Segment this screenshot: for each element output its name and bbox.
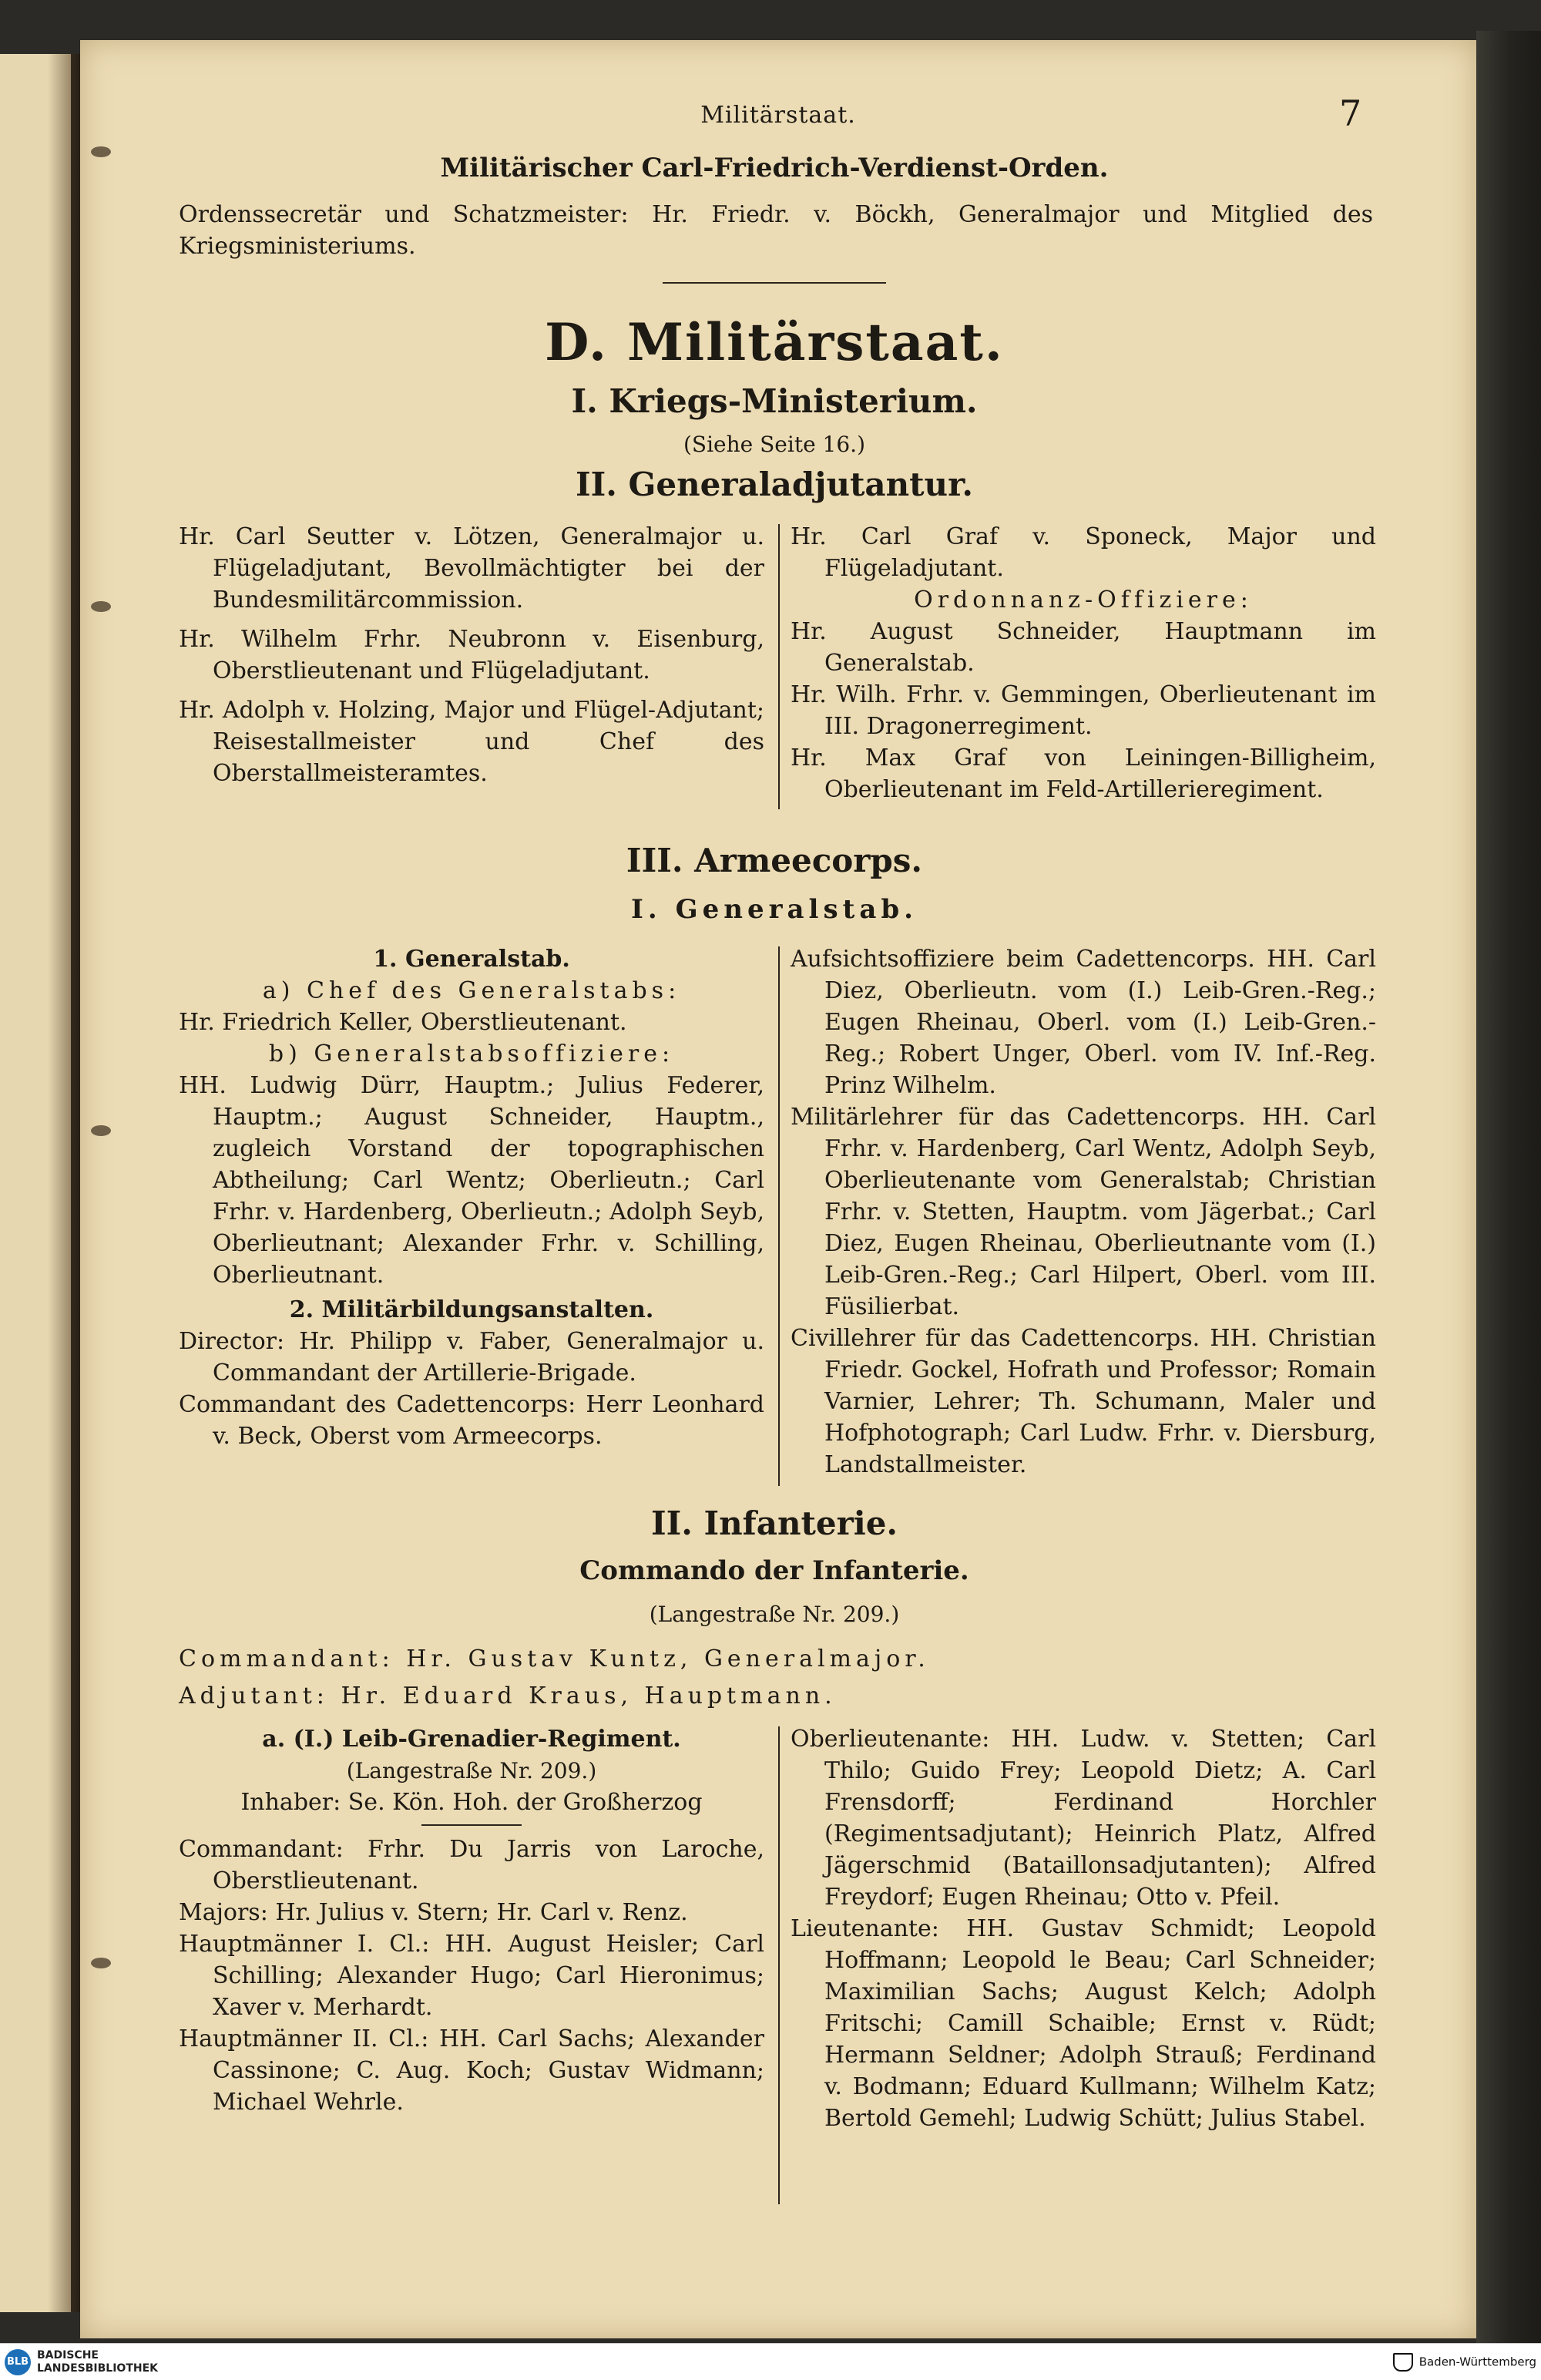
entry: Hr. Friedrich Keller, Oberstlieutenant. <box>179 1009 627 1036</box>
page-number: 7 <box>1339 92 1362 134</box>
binding-hole <box>91 146 111 157</box>
subsection-heading: 2. Militärbildungsanstalten. <box>289 1296 654 1323</box>
library-name-line: LANDESBIBLIOTHEK <box>37 2362 159 2375</box>
column-rule <box>778 946 780 1486</box>
generalstab-subtitle: I. Generalstab. <box>631 894 918 925</box>
adjutantur-left-column <box>179 521 764 789</box>
entry: Hr. Wilh. Frhr. v. Gemmingen, Oberlieutenant im III. Dragonerregiment. <box>791 681 1376 740</box>
regiment-left-column <box>179 1723 764 2118</box>
coat-of-arms-icon <box>1393 2353 1413 2372</box>
infanterie-title: II. Infanterie. <box>650 1504 898 1542</box>
entry: Hr. Carl Seutter v. Lötzen, Generalmajor u. Flügeladjutant, Bevollmächtigter bei der Bundesmilitärcommission. <box>179 523 764 613</box>
binding-hole <box>91 1958 111 1968</box>
divider <box>663 282 886 284</box>
ordonnanz-heading: Ordonnanz-Offiziere: <box>914 587 1253 613</box>
armeecorps-left-column <box>179 943 764 1452</box>
entry: Commandant des Cadettencorps: Herr Leonhard v. Beck, Oberst vom Armeecorps. <box>179 1391 764 1450</box>
library-name <box>37 2349 158 2375</box>
entry: Aufsichtsoffiziere beim Cadettencorps. HH. Carl Diez, Oberlieutn. vom (I.) Leib-Gren.-Reg.; Eugen Rheinau, Oberl. vom (I.) Leib-Gren.-Reg.; Robert Unger, Oberl. vom IV. Inf.-Reg. Prinz Wilhelm. <box>791 946 1376 1099</box>
library-logo: BLB <box>5 2349 31 2375</box>
infanterie-command: Commando der Infanterie. <box>579 1555 969 1586</box>
entry: Commandant: Frhr. Du Jarris von Laroche, Oberstlieutenant. <box>179 1836 764 1894</box>
adjutantur-title: II. Generaladjutantur. <box>576 466 973 503</box>
ministry-note: (Siehe Seite 16.) <box>683 432 866 457</box>
binding-hole <box>91 601 111 612</box>
infanterie-commandant: Commandant: Hr. Gustav Kuntz, Generalmajor. <box>179 1645 930 1672</box>
state-logo <box>1393 2353 1536 2372</box>
running-head: Militärstaat. <box>700 102 856 129</box>
entry: Hr. Adolph v. Holzing, Major und Flügel-Adjutant; Reisestallmeister und Chef des Oberstallmeisteramtes. <box>179 697 764 787</box>
viewer-footer <box>0 2343 1541 2380</box>
adjutantur-right-column <box>791 521 1376 805</box>
divider <box>421 1824 522 1826</box>
infanterie-adjutant: Adjutant: Hr. Eduard Kraus, Hauptmann. <box>179 1682 837 1709</box>
entry: Hr. Carl Graf v. Sponeck, Major und Flügeladjutant. <box>791 523 1376 582</box>
regiment-title: a. (I.) Leib-Grenadier-Regiment. <box>262 1726 681 1753</box>
armeecorps-right-column <box>791 943 1376 1481</box>
entry: Hr. Wilhelm Frhr. Neubronn v. Eisenburg, Oberstlieutenant und Flügeladjutant. <box>179 626 764 684</box>
order-title: Militärischer Carl-Friedrich-Verdienst-Orden. <box>440 153 1109 183</box>
entry: Hauptmänner II. Cl.: HH. Carl Sachs; Alexander Cassinone; C. Aug. Koch; Gustav Widmann; Michael Wehrle. <box>179 2025 764 2116</box>
library-name-line: BADISCHE <box>37 2349 99 2362</box>
section-title: D. Militärstaat. <box>545 312 1004 372</box>
regiment-inhaber: Inhaber: Se. Kön. Hoh. der Großherzog <box>240 1789 703 1816</box>
entry: Oberlieutenante: HH. Ludw. v. Stetten; Carl Thilo; Guido Frey; Leopold Dietz; A. Carl Frensdorff; Ferdinand Horchler (Regimentsadjutant); Heinrich Platz, Alfred Jägerschmid (Bataillonsadjutanten); Alfred Freydorf; Eugen Rheinau; Otto v. Pfeil. <box>791 1726 1376 1911</box>
entry: Hr. August Schneider, Hauptmann im Generalstab. <box>791 618 1376 677</box>
subsection-heading: a) Chef des Generalstabs: <box>262 977 681 1004</box>
infanterie-address: (Langestraße Nr. 209.) <box>649 1602 900 1627</box>
order-text: Ordenssecretär und Schatzmeister: Hr. Friedr. v. Böckh, Generalmajor und Mitglied des Kriegsministeriums. <box>179 201 1373 260</box>
book-cover-edge <box>1476 31 1541 2343</box>
entry: Civillehrer für das Cadettencorps. HH. Christian Friedr. Gockel, Hofrath und Professor; Romain Varnier, Lehrer; Th. Schumann, Maler und Hofphotograph; Carl Ludw. Frhr. v. Diersburg, Landstallmeister. <box>791 1325 1376 1478</box>
entry: Director: Hr. Philipp v. Faber, Generalmajor u. Commandant der Artillerie-Brigade. <box>179 1328 764 1387</box>
entry: Lieutenante: HH. Gustav Schmidt; Leopold Hoffmann; Leopold le Beau; Carl Schneider; Maximilian Sachs; August Kelch; Adolph Fritschi; Camill Schaible; Ernst v. Rüdt; Hermann Seldner; Adolph Strauß; Ferdinand v. Bodmann; Eduard Kullmann; Wilhelm Katz; Bertold Gemehl; Ludwig Schütt; Julius Stabel. <box>791 1915 1376 2132</box>
regiment-right-column <box>791 1723 1376 2134</box>
entry: Militärlehrer für das Cadettencorps. HH. Carl Frhr. v. Hardenberg, Carl Wentz, Adolph Seyb, Oberlieutenante vom Generalstab; Christian Frhr. v. Stetten, Hauptm. vom Jägerbat.; Carl Diez, Eugen Rheinau, Oberlieutnante vom (I.) Leib-Gren.-Reg.; Carl Hilpert, Oberl. vom III. Füsilierbat. <box>791 1104 1376 1320</box>
armeecorps-title: III. Armeecorps. <box>626 842 923 879</box>
entry: Hr. Max Graf von Leiningen-Billigheim, Oberlieutenant im Feld-Artillerieregiment. <box>791 745 1376 803</box>
subsection-heading: 1. Generalstab. <box>373 946 570 973</box>
binding-hole <box>91 1125 111 1136</box>
ministry-title: I. Kriegs-Ministerium. <box>571 382 978 420</box>
entry: Hauptmänner I. Cl.: HH. August Heisler; Carl Schilling; Alexander Hugo; Carl Hieronimus; Xaver v. Merhardt. <box>179 1931 764 2021</box>
entry: Majors: Hr. Julius v. Stern; Hr. Carl v. Renz. <box>179 1899 688 1926</box>
state-logo-text: Baden-Württemberg <box>1418 2355 1536 2369</box>
column-rule <box>778 524 780 809</box>
subsection-heading: b) Generalstabsoffiziere: <box>268 1040 675 1067</box>
column-rule <box>778 1726 780 2204</box>
entry: HH. Ludwig Dürr, Hauptm.; Julius Federer, Hauptm.; August Schneider, Hauptm., zugleich Vorstand der topographischen Abtheilung; Carl Wentz; Oberlieutn.; Carl Frhr. v. Hardenberg, Oberlieutn.; Adolph Seyb, Oberlieutnant; Alexander Frhr. v. Schilling, Oberlieutnant. <box>179 1072 764 1289</box>
regiment-address: (Langestraße Nr. 209.) <box>346 1758 597 1783</box>
